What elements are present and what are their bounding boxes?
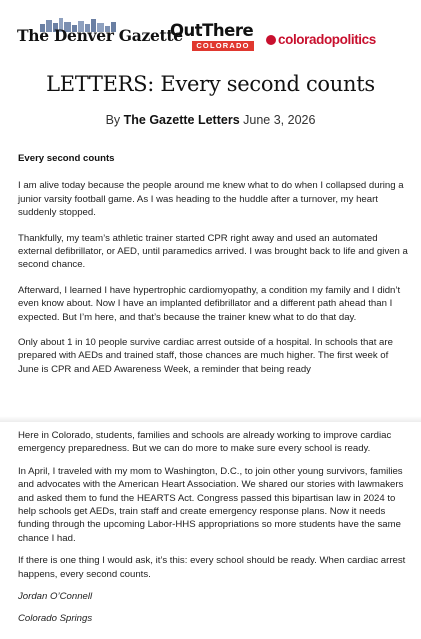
letter-paragraph: Only about 1 in 10 people survive cardiac arrest outside of a hospital. In schools that are prepared with AEDs and trained staff, those chances are much higher. The first week of June is CPR and AED Awareness Week, a reminder that being ready	[18, 337, 393, 375]
letter-paragraph: If there is one thing I would ask, it’s this: every school should be ready. When cardiac arrest happens, every second counts.	[18, 555, 406, 580]
byline-author-link[interactable]: The Gazette Letters	[123, 113, 240, 127]
article-headline: LETTERS: Every second counts	[46, 72, 375, 96]
denver-gazette-logo[interactable]: The Denver Gazette	[17, 26, 183, 45]
out-there-wordmark: OutThere	[170, 21, 254, 40]
letter-paragraph: Here in Colorado, students, families and schools are already working to improve cardiac emergency preparedness. But we can do more to make sure every school is ready.	[18, 430, 392, 455]
letter-body-continued	[18, 429, 408, 635]
colorado-politics-mark-icon	[266, 35, 276, 45]
out-there-colorado-bar: COLORADO	[192, 41, 254, 51]
out-there-colorado-logo[interactable]	[170, 22, 260, 52]
byline	[0, 113, 421, 127]
letter-paragraph: Afterward, I learned I have hypertrophic cardiomyopathy, a condition my family and I didn’t even know about. Now I have an implanted defibrillator and a different path ahead than I expected. But I’m here, and that’s because the trainer knew what to do that day.	[18, 284, 401, 323]
byline-date: June 3, 2026	[243, 113, 316, 127]
signature-place: Colorado Springs	[18, 613, 93, 625]
letter-paragraph: In April, I traveled with my mom to Washington, D.C., to join other young survivors, families and advocates with the American Heart Association. We shared our stories with lawmakers and asked them to fund the HEARTS Act. Congress passed this bipartisan law in 2024 to help schools get AEDs, train staff and create emergency response plans. Now it needs funding through the upcoming Labor-HHS appropriations so more students have the same chance I had.	[18, 465, 404, 544]
signature-name: Jordan O’Connell	[18, 591, 93, 603]
colorado-politics-logo[interactable]	[266, 32, 376, 47]
masthead	[0, 14, 421, 54]
section-divider	[0, 416, 421, 422]
letter-subhead: Every second counts	[18, 153, 115, 164]
letter-paragraph: Thankfully, my team’s athletic trainer started CPR right away and used an automated external defibrillator, or AED, until paramedics arrived. I was brought back to life and given a second chance.	[18, 232, 408, 271]
letter-body	[18, 152, 408, 625]
colorado-politics-wordmark: coloradopolitics	[278, 32, 376, 47]
byline-prefix: By	[105, 113, 121, 127]
letter-paragraph: I am alive today because the people around me knew what to do when I collapsed during a junior varsity football game. As I was heading to the huddle after a turnover, my heart suddenly stopped.	[18, 180, 404, 219]
